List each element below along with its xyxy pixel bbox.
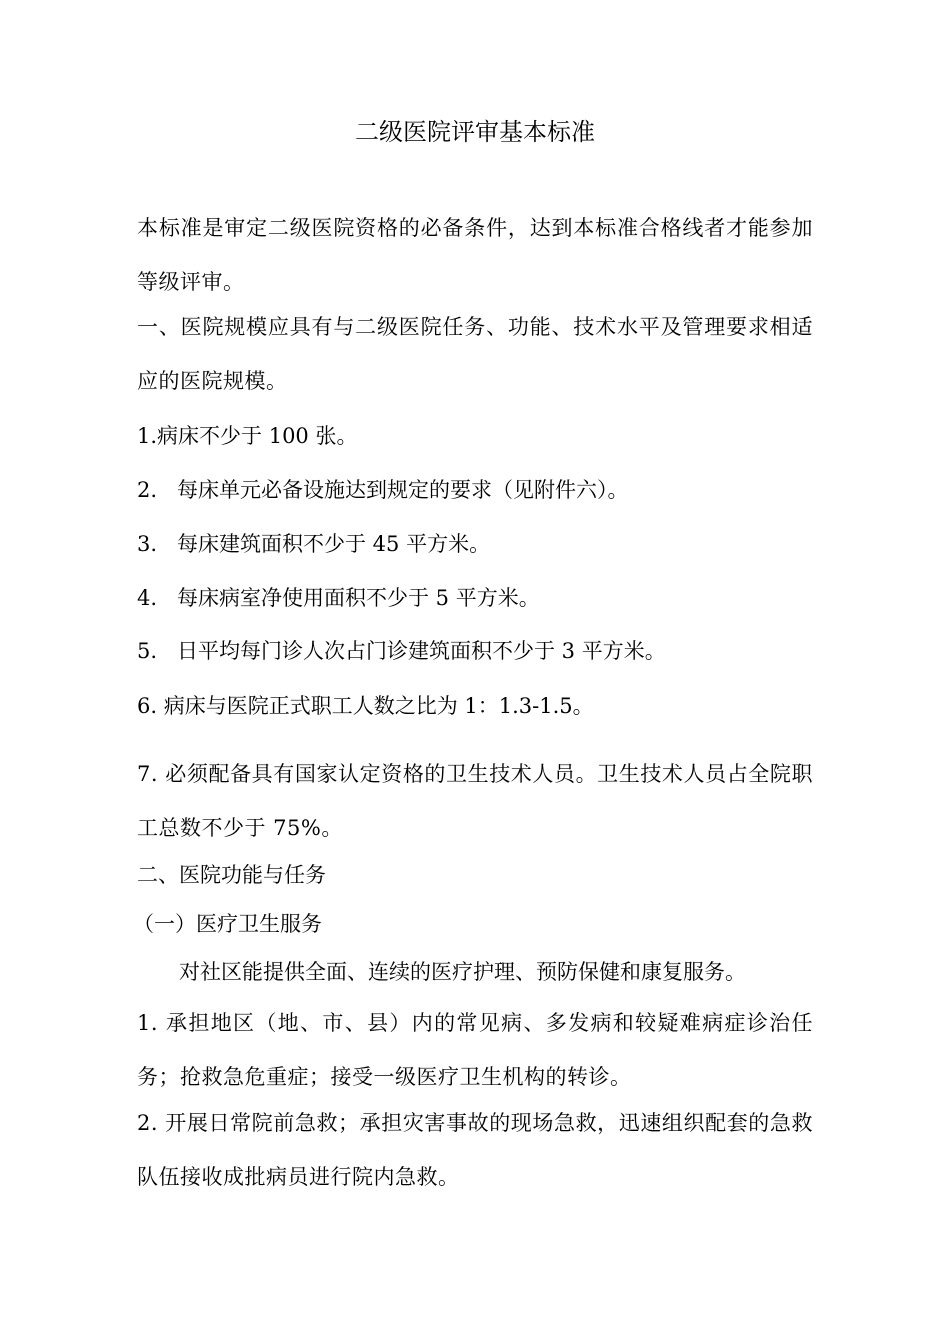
- section1-item-4: [137, 571, 813, 625]
- item-text: 每床病室净使用面积不少于 5 平方米。: [177, 586, 540, 610]
- section2-item-2: 2. 开展日常院前急救；承担灾害事故的现场急救，迅速组织配套的急救队伍接收成批病员进行院内急救。: [137, 1111, 813, 1189]
- section1-item-5: [137, 624, 813, 678]
- section2-heading: 二、医院功能与任务: [137, 863, 326, 887]
- section2-subheading: （一）医疗卫生服务: [133, 912, 322, 936]
- section2-intro: 对社区能提供全面、连续的医疗护理、预防保健和康复服务。: [179, 960, 746, 984]
- item-number: 2.: [137, 478, 158, 502]
- item-text: 每床单元必备设施达到规定的要求（见附件六）。: [177, 478, 629, 502]
- item-number: 4.: [137, 586, 158, 610]
- section2-item-1: 1. 承担地区（地、市、县）内的常见病、多发病和较疑难病症诊治任务；抢救急危重症；接受一级医疗卫生机构的转诊。: [137, 1011, 813, 1089]
- section1-item-3: [137, 517, 813, 571]
- section1-heading: 一、医院规模应具有与二级医院任务、功能、技术水平及管理要求相适应的医院规模。: [137, 315, 813, 393]
- item-number: 5.: [137, 639, 158, 663]
- section1-item-7: 7. 必须配备具有国家认定资格的卫生技术人员。卫生技术人员占全院职工总数不少于 75%。: [137, 762, 813, 840]
- section1-item-2: [137, 463, 813, 517]
- section1-item-1: 1.病床不少于 100 张。: [137, 424, 358, 448]
- section1-item-6: 6. 病床与医院正式职工人数之比为 1：1.3-1.5。: [137, 694, 594, 718]
- item-text: 每床建筑面积不少于 45 平方米。: [177, 532, 491, 556]
- item-text: 日平均每门诊人次占门诊建筑面积不少于 3 平方米。: [177, 639, 666, 663]
- intro-paragraph: 本标准是审定二级医院资格的必备条件，达到本标准合格线者才能参加等级评审。: [137, 216, 813, 294]
- item-number: 3.: [137, 532, 158, 556]
- document-title: 二级医院评审基本标准: [355, 118, 595, 146]
